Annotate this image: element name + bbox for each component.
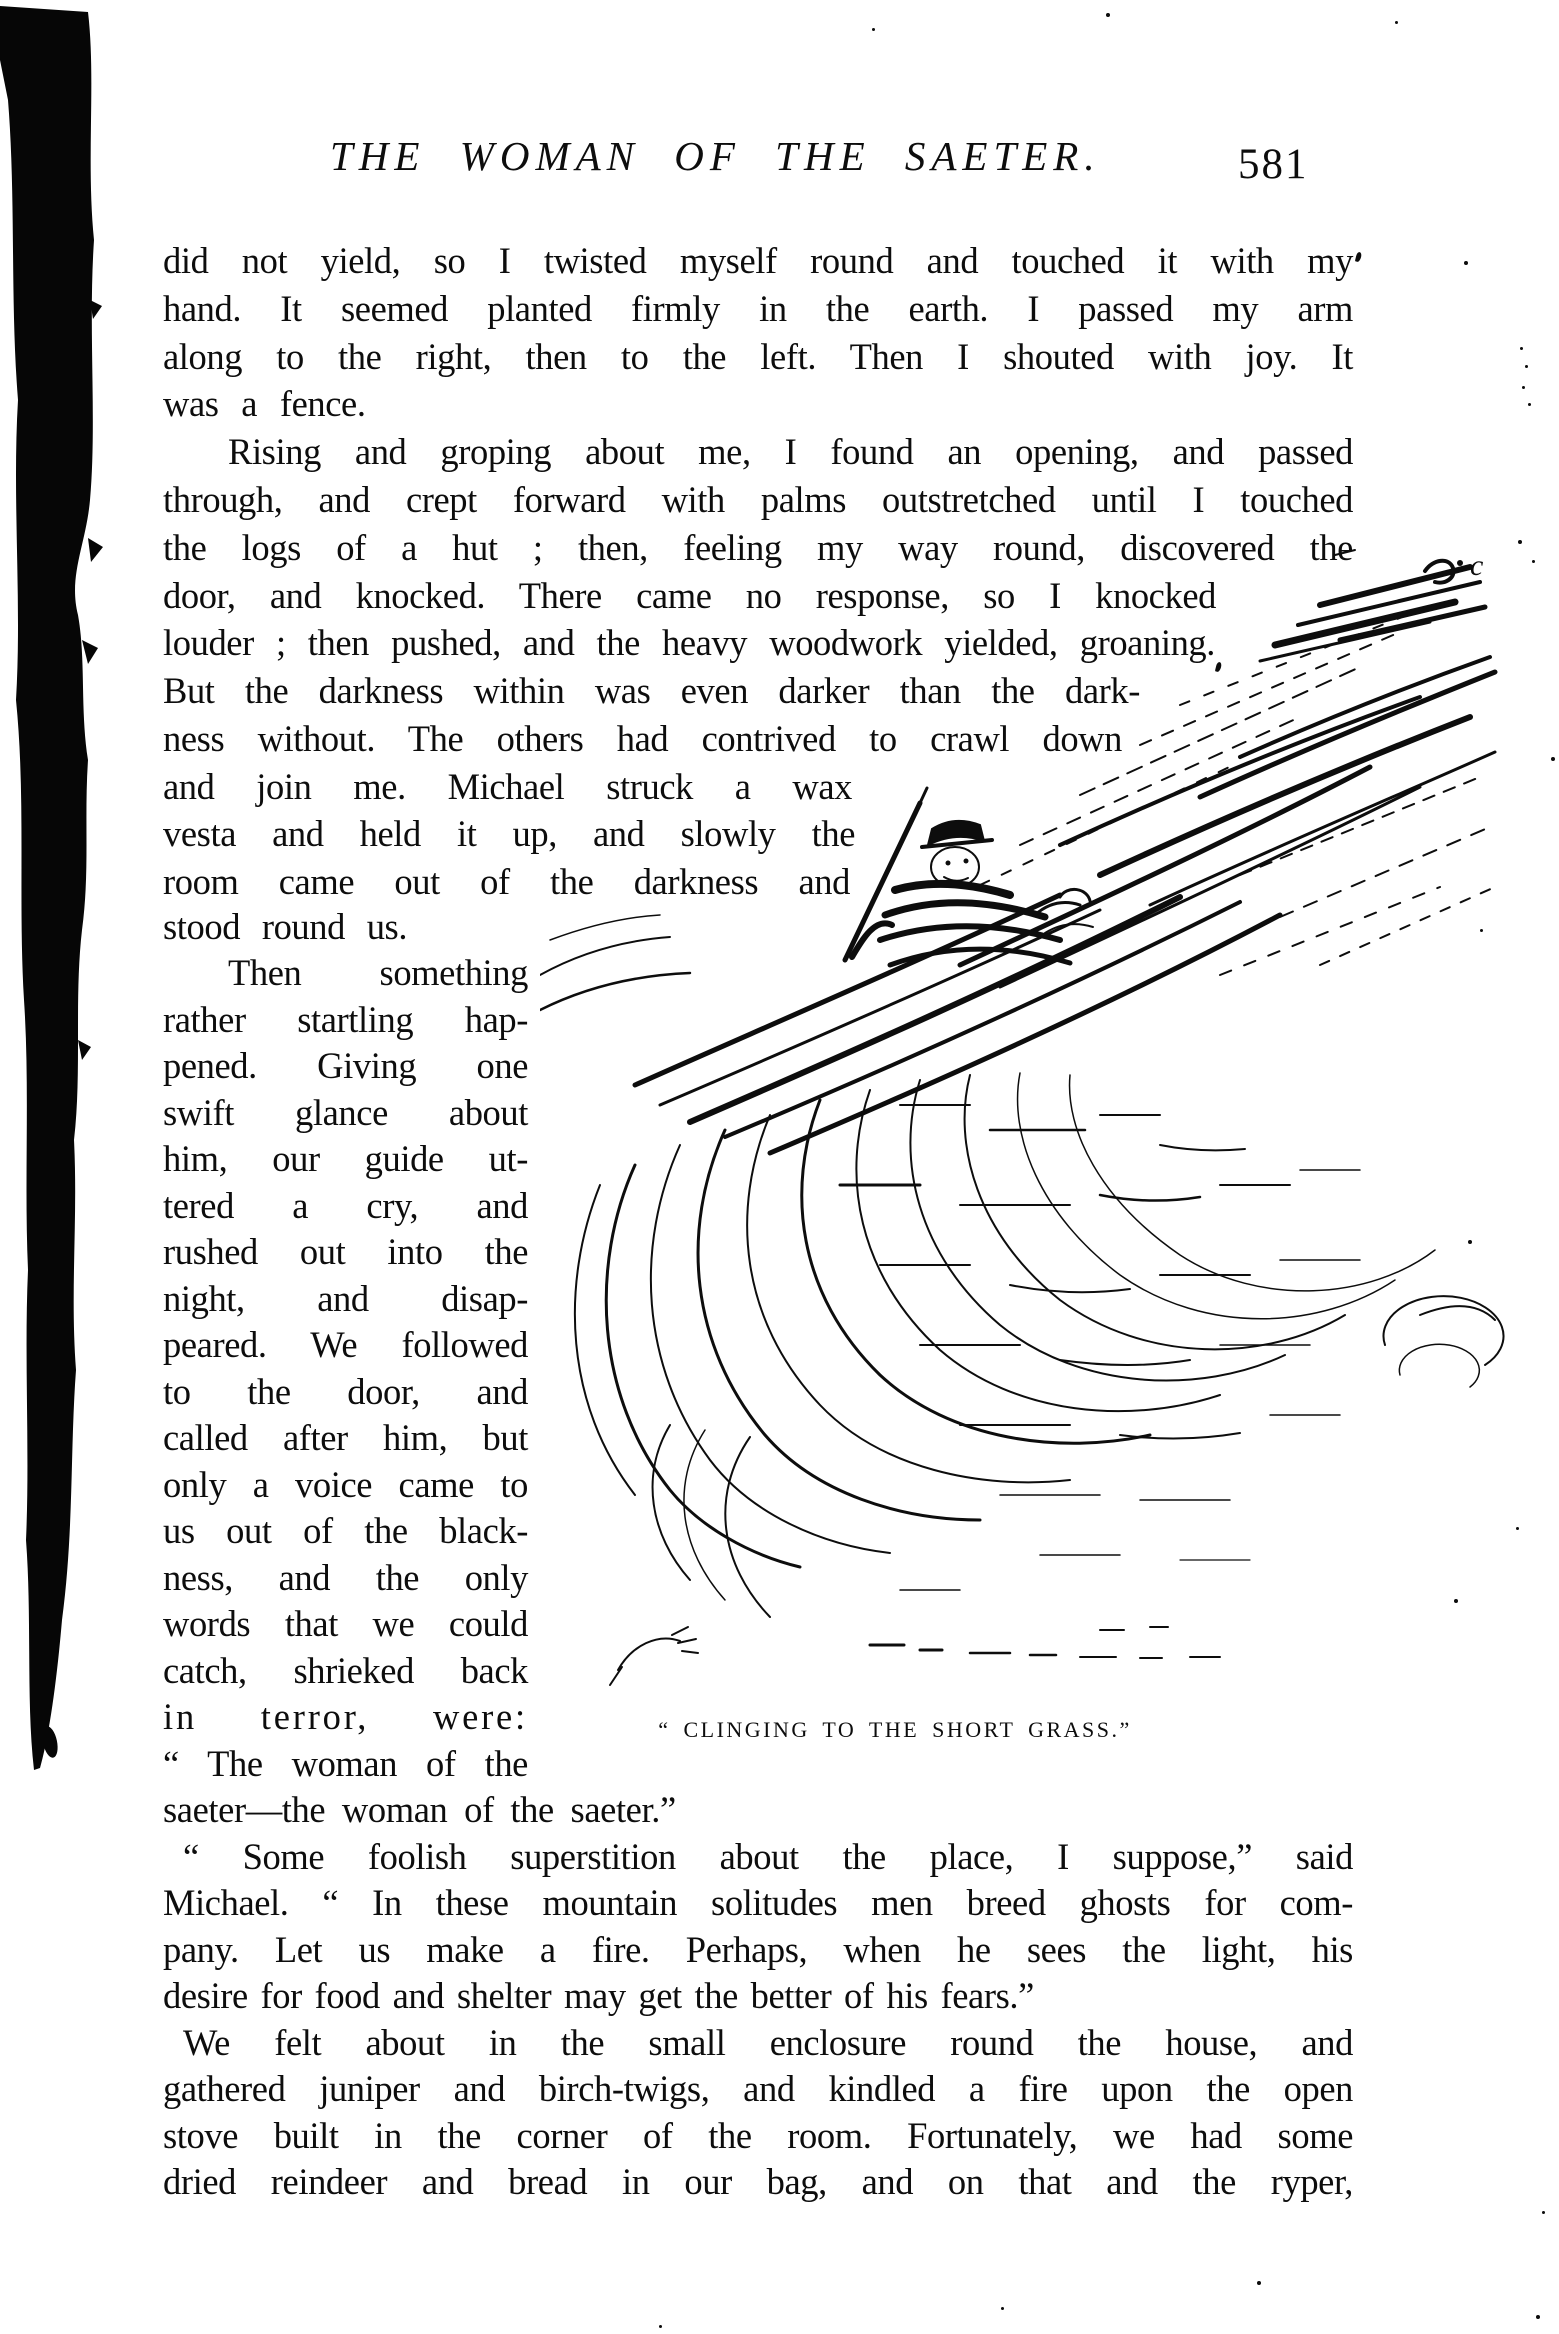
speckle <box>1480 929 1483 932</box>
text-line: pened. Giving one <box>163 1045 528 1086</box>
text-line: was a fence. <box>163 383 366 424</box>
speckle <box>1528 403 1531 406</box>
text-line: “ The woman of the <box>163 1743 528 1784</box>
speckle <box>1468 1240 1472 1244</box>
text-line: room came out of the darkness and <box>163 861 850 902</box>
text-line: We felt about in the small enclosure round the house, and <box>183 2022 1353 2063</box>
text-line: called after him, but <box>163 1417 528 1458</box>
text-line: stove built in the corner of the room. Fortunately, we had some <box>163 2115 1353 2156</box>
speckle <box>1395 21 1398 24</box>
illustration-corner-mark: c <box>1470 549 1484 582</box>
text-line: gathered juniper and birch-twigs, and kindled a fire upon the open <box>163 2068 1353 2109</box>
illustration-caption: “ CLINGING TO THE SHORT GRASS.” <box>658 1717 1132 1742</box>
text-line: swift glance about <box>163 1092 528 1133</box>
text-line: dried reindeer and bread in our bag, and on that and the ryper, <box>163 2161 1353 2202</box>
speckle <box>872 28 875 31</box>
text-line: Michael. “ In these mountain solitudes men breed ghosts for com- <box>163 1882 1353 1923</box>
text-line: door, and knocked. There came no response, so I knocked <box>163 575 1216 616</box>
speckle <box>1522 386 1525 389</box>
text-line: catch, shrieked back <box>163 1650 528 1691</box>
text-line: words that we could <box>163 1603 528 1644</box>
text-line: night, and disap- <box>163 1278 528 1319</box>
text-line: pany. Let us make a fire. Perhaps, when he sees the light, his <box>163 1929 1353 1970</box>
text-line: only a voice came to <box>163 1464 528 1505</box>
text-line: rushed out into the <box>163 1231 528 1272</box>
speckle <box>659 2325 662 2328</box>
text-line: him, our guide ut- <box>163 1138 528 1179</box>
text-line: and join me. Michael struck a wax <box>163 766 852 807</box>
illustration-clinging-to-short-grass <box>540 545 1520 1715</box>
text-line: Then something <box>228 952 528 993</box>
text-line: in terror, were: <box>163 1696 528 1737</box>
text-line: to the door, and <box>163 1371 528 1412</box>
speckle <box>1464 261 1468 265</box>
text-line: louder ; then pushed, and the heavy woodwork yielded, groaning. <box>163 622 1215 663</box>
text-line: us out of the black- <box>163 1510 528 1551</box>
text-line: rather startling hap- <box>163 999 528 1040</box>
text-line: stood round us. <box>163 906 408 947</box>
speckle <box>1257 2281 1261 2285</box>
speckle <box>1525 365 1528 368</box>
speckle <box>1551 757 1555 761</box>
speckle <box>1106 13 1110 17</box>
text-line: the logs of a hut ; then, feeling my way round, discovered the <box>163 527 1353 568</box>
speckle <box>1520 347 1523 350</box>
scan-gutter-artifact <box>0 0 130 1800</box>
text-line: peared. We followed <box>163 1324 528 1365</box>
text-line: desire for food and shelter may get the better of his fears.” <box>163 1975 1034 2016</box>
speckle <box>1542 2211 1545 2214</box>
speckle <box>1454 1599 1458 1603</box>
text-line: vesta and held it up, and slowly the <box>163 813 855 854</box>
text-line: But the darkness within was even darker than the dark- <box>163 670 1140 711</box>
text-line: did not yield, so I twisted myself round and touched it with my <box>163 240 1353 281</box>
speckle <box>1001 2307 1004 2310</box>
text-line: Rising and groping about me, I found an opening, and passed <box>228 431 1353 472</box>
speckle <box>1518 540 1522 544</box>
speckle <box>1516 1527 1519 1530</box>
page-number: 581 <box>1238 141 1309 188</box>
text-line: through, and crept forward with palms outstretched until I touched <box>163 479 1353 520</box>
text-line: tered a cry, and <box>163 1185 528 1226</box>
text-line: hand. It seemed planted firmly in the earth. I passed my arm <box>163 288 1353 329</box>
text-line: “ Some foolish superstition about the place, I suppose,” said <box>183 1836 1353 1877</box>
ink-fleck <box>1355 252 1362 263</box>
text-line: ness without. The others had contrived to crawl down <box>163 718 1122 759</box>
speckle <box>1536 2315 1540 2319</box>
speckle <box>1532 560 1535 563</box>
text-line: ness, and the only <box>163 1557 528 1598</box>
text-line: along to the right, then to the left. Then I shouted with joy. It <box>163 336 1353 377</box>
text-line: saeter—the woman of the saeter.” <box>163 1789 676 1830</box>
running-head-title: THE WOMAN OF THE SAETER. <box>330 133 1101 179</box>
